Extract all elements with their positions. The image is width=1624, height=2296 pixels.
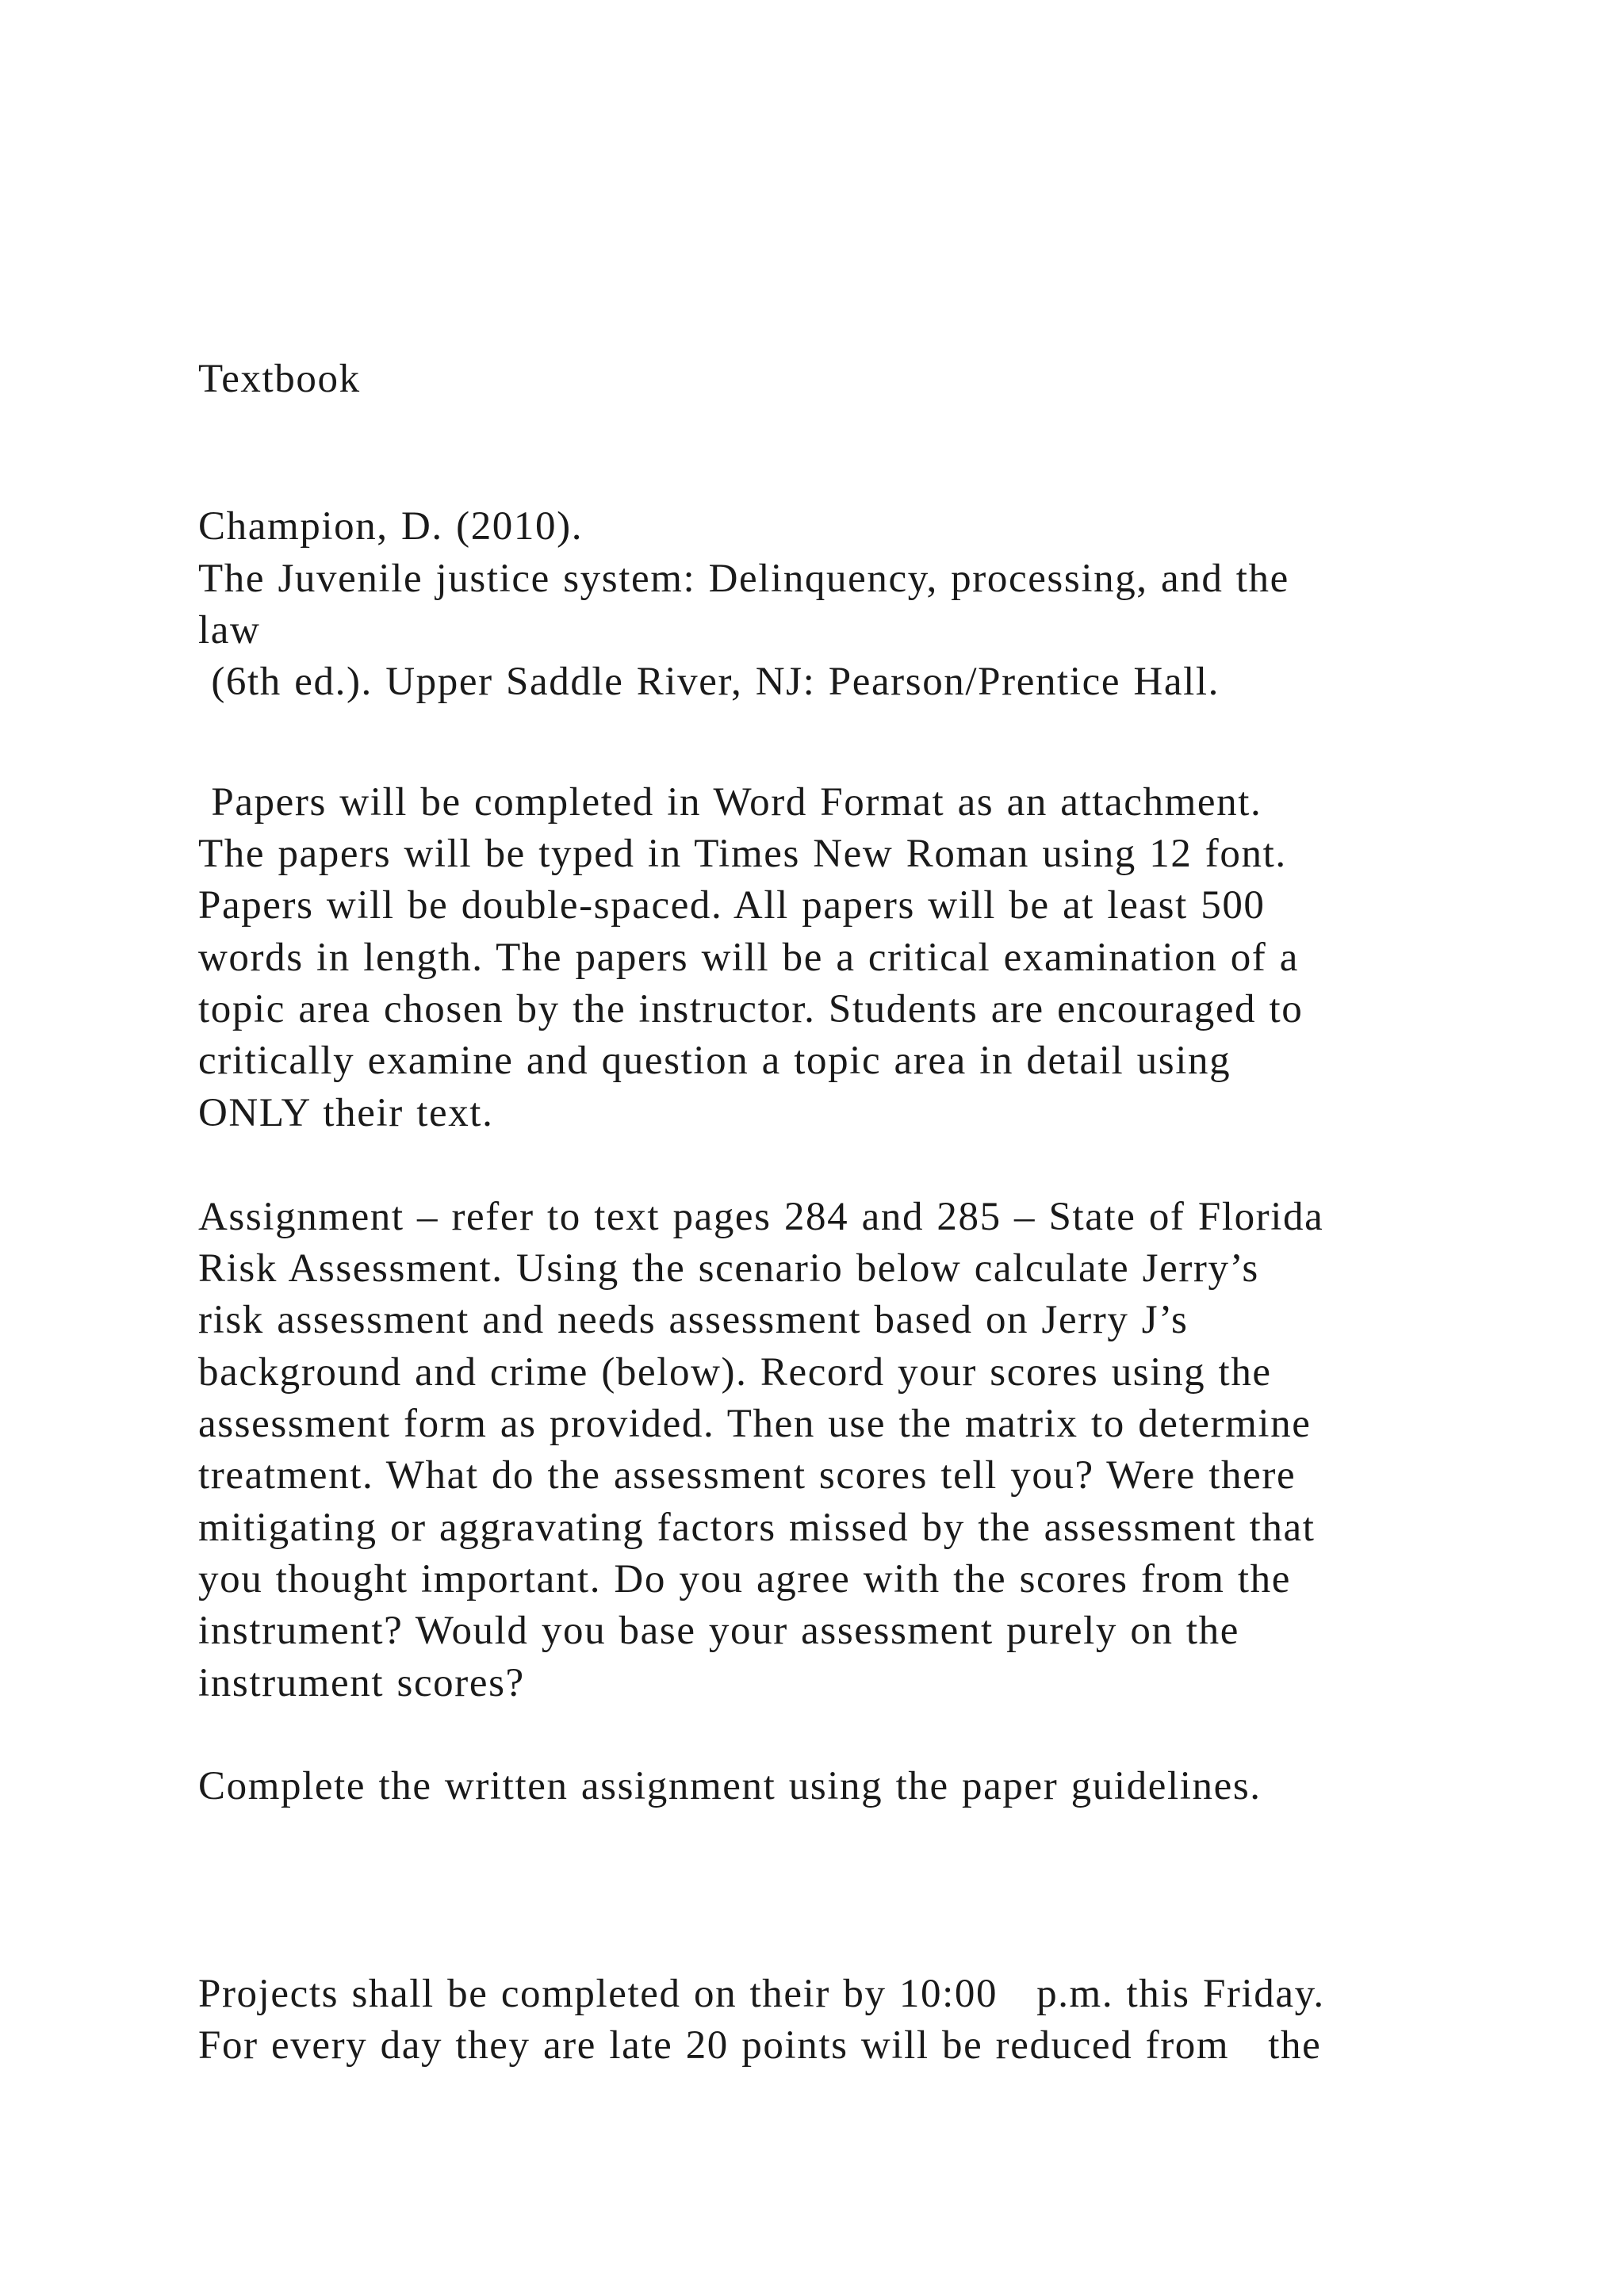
citation-line: Champion, D. (2010). bbox=[198, 504, 584, 549]
guidelines-line: words in length. The papers will be a critical examination of a bbox=[198, 936, 1299, 980]
citation-line: law bbox=[198, 608, 261, 652]
guidelines-line: ONLY their text. bbox=[198, 1091, 494, 1135]
deadline-line: For every day they are late 20 points will be reduced from the bbox=[198, 2023, 1322, 2068]
instruction-line: Complete the written assignment using the paper guidelines. bbox=[198, 1764, 1262, 1808]
assignment-line: treatment. What do the assessment scores tell you? Were there bbox=[198, 1453, 1297, 1498]
guidelines-line: topic area chosen by the instructor. Students are encouraged to bbox=[198, 987, 1304, 1031]
assignment-line: mitigating or aggravating factors missed by the assessment that bbox=[198, 1506, 1316, 1550]
guidelines-line: The papers will be typed in Times New Roman using 12 font. bbox=[198, 832, 1287, 876]
guidelines-line: Papers will be double-spaced. All papers will be at least 500 bbox=[198, 883, 1266, 928]
assignment-line: instrument scores? bbox=[198, 1661, 525, 1705]
textbook-heading: Textbook bbox=[198, 357, 361, 401]
guidelines-line: Papers will be completed in Word Format as an attachment. bbox=[198, 780, 1262, 825]
deadline-line: Projects shall be completed on their by 10:00 p.m. this Friday. bbox=[198, 1972, 1325, 2016]
guidelines-line: critically examine and question a topic area in detail using bbox=[198, 1039, 1231, 1083]
assignment-line: Risk Assessment. Using the scenario below calculate Jerry’s bbox=[198, 1246, 1259, 1291]
citation-line: The Juvenile justice system: Delinquency, processing, and the bbox=[198, 557, 1289, 601]
assignment-line: background and crime (below). Record your scores using the bbox=[198, 1350, 1272, 1395]
assignment-line: risk assessment and needs assessment based on Jerry J’s bbox=[198, 1298, 1189, 1342]
citation-line: (6th ed.). Upper Saddle River, NJ: Pearson/Prentice Hall. bbox=[198, 660, 1220, 704]
assignment-line: instrument? Would you base your assessment purely on the bbox=[198, 1609, 1240, 1653]
assignment-line: Assignment – refer to text pages 284 and 285 – State of Florida bbox=[198, 1195, 1324, 1239]
assignment-line: you thought important. Do you agree with the scores from the bbox=[198, 1557, 1291, 1601]
assignment-line: assessment form as provided. Then use the matrix to determine bbox=[198, 1402, 1312, 1446]
